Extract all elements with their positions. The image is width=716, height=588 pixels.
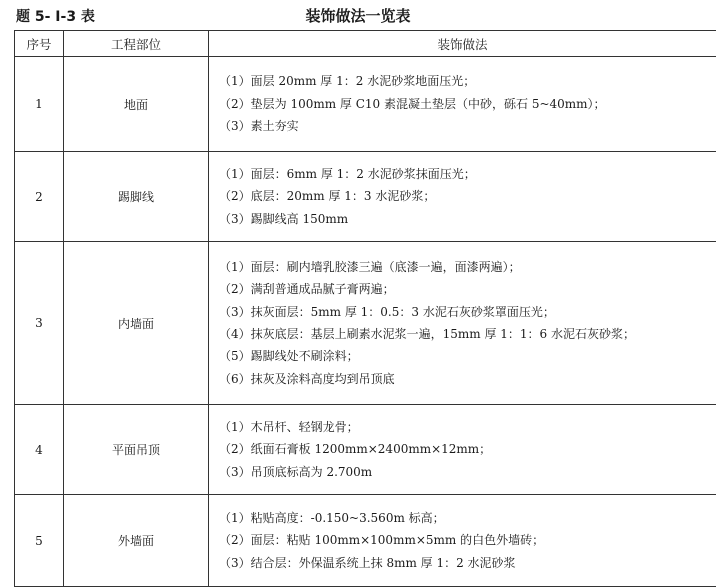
row-methods (209, 405, 716, 495)
method-line: （1）面层：6mm 厚 1：2 水泥砂浆抹面压光； (219, 166, 476, 181)
row-no: 3 (15, 242, 64, 405)
method-line: （3）结合层：外保温系统上抹 8mm 厚 1：2 水泥砂浆 (219, 555, 516, 570)
table-caption (0, 0, 716, 30)
method-line: （1）面层 20mm 厚 1：2 水泥砂浆地面压光； (219, 74, 476, 89)
row-methods (209, 57, 716, 152)
row-part: 踢脚线 (64, 152, 209, 242)
header-no: 序号 (15, 31, 64, 57)
table-row (15, 57, 716, 152)
method-line: （4）抹灰底层：基层上刷素水泥浆一遍，15mm 厚 1：1：6 水泥石灰砂浆； (219, 327, 636, 341)
method-line: （3）素土夯实 (219, 119, 299, 134)
method-line: （2）纸面石膏板 1200mm×2400mm×12mm； (219, 442, 492, 457)
table-row (15, 242, 716, 405)
method-line: （3）踢脚线高 150mm (219, 211, 349, 226)
row-methods (209, 495, 716, 587)
row-part: 内墙面 (64, 242, 209, 405)
method-line: （2）面层：粘贴 100mm×100mm×5mm 的白色外墙砖； (219, 533, 545, 548)
row-methods (209, 152, 716, 242)
method-line: （1）木吊杆、轻钢龙骨； (219, 419, 359, 434)
table-row (15, 495, 716, 587)
method-line: （3）吊顶底标高为 2.700m (219, 464, 373, 479)
method-line: （3）抹灰面层：5mm 厚 1：0.5：3 水泥石灰砂浆罩面压光； (219, 304, 555, 319)
table-row (15, 152, 716, 242)
table-title: 装饰做法一览表 (305, 7, 411, 25)
row-no: 1 (15, 57, 64, 152)
row-no: 5 (15, 495, 64, 587)
row-part: 地面 (64, 57, 209, 152)
header-method: 装饰做法 (209, 31, 716, 57)
table-number: 题 5- Ⅰ-3 表 (16, 9, 95, 25)
row-no: 2 (15, 152, 64, 242)
table-row (15, 405, 716, 495)
method-line: （2）垫层为 100mm 厚 C10 素混凝土垫层（中砂，砾石 5~40mm）； (219, 96, 606, 111)
row-methods (209, 242, 716, 405)
row-part: 平面吊顶 (64, 405, 209, 495)
method-line: （6）抹灰及涂料高度均到吊顶底 (219, 371, 395, 386)
header-row (15, 31, 716, 57)
method-line: （5）踢脚线处不刷涂料； (219, 349, 359, 364)
method-line: （1）面层：刷内墙乳胶漆三遍（底漆一遍，面漆两遍）； (219, 259, 521, 274)
method-line: （2）底层：20mm 厚 1：3 水泥砂浆； (219, 189, 436, 204)
row-no: 4 (15, 405, 64, 495)
method-line: （1）粘贴高度：-0.150~3.560m 标高； (219, 510, 445, 525)
row-part: 外墙面 (64, 495, 209, 587)
header-part: 工程部位 (64, 31, 209, 57)
decoration-table (14, 30, 716, 587)
method-line: （2）满刮普通成品腻子膏两遍； (219, 282, 395, 297)
